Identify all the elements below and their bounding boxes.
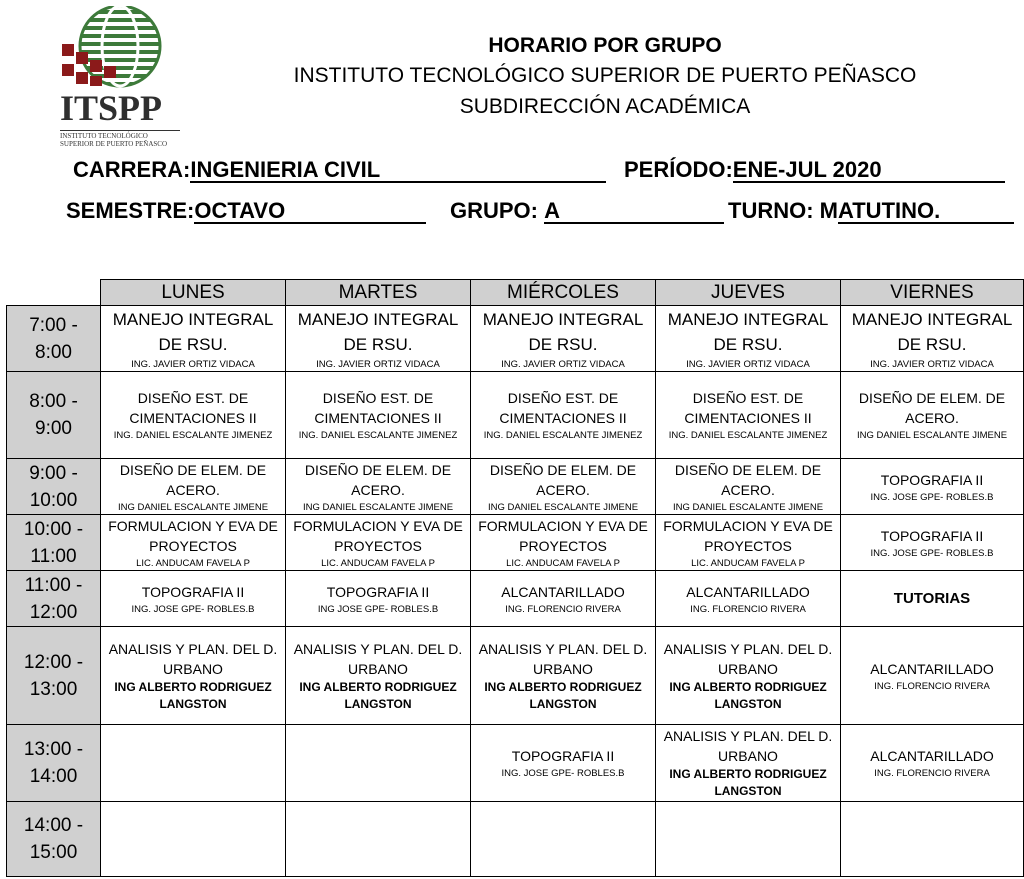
class-cell: [471, 627, 656, 725]
class-cell: [841, 515, 1024, 571]
subject-name: ANALISIS Y PLAN. DEL D.: [293, 640, 463, 657]
turno-value: ATUTINO.: [838, 200, 1014, 224]
time-label: 15:00: [29, 842, 78, 863]
class-cell: [656, 725, 841, 802]
teacher-name: ING. DANIEL ESCALANTE JIMENEZ: [483, 430, 643, 441]
subject-name: DISEÑO DE ELEM. DE: [674, 461, 822, 478]
page-title: HORARIO POR GRUPO: [488, 34, 722, 57]
time-cell: [7, 515, 101, 571]
semestre-label: SEMESTRE:: [66, 198, 195, 223]
subject-name: PROYECTOS: [334, 537, 422, 554]
class-cell: [101, 306, 286, 372]
teacher-name: ING. DANIEL ESCALANTE JIMENEZ: [113, 430, 273, 441]
subject-name: ALCANTARILLADO: [686, 583, 810, 600]
time-cell: [7, 571, 101, 627]
teacher-name: ING. DANIEL ESCALANTE JIMENEZ: [668, 430, 828, 441]
subject-name: DE RSU.: [158, 334, 228, 354]
turno-row: [728, 198, 1014, 224]
schedule-table: [6, 279, 1024, 877]
day-header: MARTES: [286, 280, 471, 306]
teacher-name: LANGSTON: [714, 784, 782, 798]
logo-subtitle: INSTITUTO TECNOLÓGICO SUPERIOR DE PUERTO PEÑASCO: [60, 130, 180, 148]
teacher-name: LIC. ANDUCAM FAVELA P: [691, 557, 805, 569]
semestre-row: [66, 198, 426, 224]
class-cell: [286, 725, 471, 802]
class-cell: [656, 459, 841, 515]
subject-name: DE RSU.: [528, 334, 598, 354]
turno-label: TURNO: M: [728, 198, 838, 223]
teacher-name: ING DANIEL ESCALANTE JIMENE: [856, 430, 1008, 441]
class-cell: [656, 515, 841, 571]
subject-name: MANEJO INTEGRAL: [112, 309, 274, 329]
class-cell: [286, 306, 471, 372]
class-cell: [656, 571, 841, 627]
teacher-name: ING. JOSE GPE- ROBLES.B: [870, 547, 994, 559]
carrera-row: [73, 157, 606, 183]
subject-name: FORMULACION Y EVA DE: [663, 517, 833, 534]
subject-name: ANALISIS Y PLAN. DEL D.: [108, 640, 278, 657]
subject-name: ACERO.: [905, 410, 959, 426]
class-cell: [841, 306, 1024, 372]
time-label: 7:00 -: [29, 314, 78, 336]
subject-name: DISEÑO EST. DE: [137, 390, 249, 406]
time-slot-row: [7, 802, 1024, 877]
subject-name: FORMULACION Y EVA DE: [108, 517, 278, 534]
department-name: SUBDIRECCIÓN ACADÉMICA: [459, 95, 751, 118]
time-label: 13:00: [29, 678, 78, 700]
subject-name: MANEJO INTEGRAL: [851, 309, 1013, 329]
subject-name: MANEJO INTEGRAL: [482, 309, 644, 329]
class-cell: [471, 459, 656, 515]
subject-name: MANEJO INTEGRAL: [667, 309, 829, 329]
subject-name: ACERO.: [721, 481, 775, 498]
time-label: 10:00 -: [23, 518, 84, 540]
subject-name: DISEÑO EST. DE: [692, 390, 804, 406]
time-label: 11:00 -: [24, 574, 83, 596]
day-header: JUEVES: [656, 280, 841, 306]
day-header: LUNES: [101, 280, 286, 306]
time-slot-row: [7, 725, 1024, 802]
teacher-name: ING DANIEL ESCALANTE JIMENE: [487, 501, 639, 513]
day-header: MIÉRCOLES: [471, 280, 656, 306]
subject-name: PROYECTOS: [704, 537, 792, 554]
teacher-name: ING. JOSE GPE- ROBLES.B: [131, 603, 255, 615]
teacher-name: ING. JOSE GPE- ROBLES.B: [501, 768, 625, 779]
subject-name: TOPOGRAFIA II: [326, 583, 430, 600]
class-cell: [471, 725, 656, 802]
corner-cell: [7, 280, 101, 306]
institute-name: INSTITUTO TECNOLÓGICO SUPERIOR DE PUERTO PEÑASCO: [293, 64, 917, 87]
time-slot-row: [7, 372, 1024, 459]
grupo-row: [450, 198, 724, 224]
time-label: 11:00: [30, 545, 77, 567]
teacher-name: ING ALBERTO RODRIGUEZ: [114, 679, 272, 694]
teacher-name: ING. FLORENCIO RIVERA: [690, 603, 806, 615]
class-cell: [101, 725, 286, 802]
subject-name: DE RSU.: [713, 334, 783, 354]
teacher-name: ING DANIEL ESCALANTE JIMENE: [672, 501, 824, 513]
subject-name: TOPOGRAFIA II: [880, 471, 984, 488]
time-label: 13:00 -: [23, 739, 84, 760]
grupo-label: GRUPO:: [450, 198, 538, 223]
subject-name: PROYECTOS: [149, 537, 237, 554]
class-cell: [841, 725, 1024, 802]
class-cell: [656, 802, 841, 877]
class-cell: [841, 802, 1024, 877]
class-cell: [286, 802, 471, 877]
subject-name: DISEÑO DE ELEM. DE: [489, 461, 637, 478]
class-cell: [841, 459, 1024, 515]
class-cell: [656, 306, 841, 372]
carrera-label: CARRERA:: [73, 157, 191, 182]
class-cell: [101, 802, 286, 877]
subject-name: CIMENTACIONES II: [129, 410, 257, 426]
teacher-name: LIC. ANDUCAM FAVELA P: [506, 557, 620, 569]
time-cell: [7, 459, 101, 515]
teacher-name: ING. JOSE GPE- ROBLES.B: [870, 491, 994, 503]
tutoria-label: TUTORIAS: [893, 590, 971, 607]
subject-name: ALCANTARILLADO: [870, 660, 994, 677]
class-cell: [286, 459, 471, 515]
day-header: VIERNES: [841, 280, 1024, 306]
subject-name: URBANO: [533, 660, 593, 677]
teacher-name: LIC. ANDUCAM FAVELA P: [321, 557, 435, 569]
teacher-name: ING. JAVIER ORTIZ VIDACA: [131, 358, 255, 370]
time-cell: [7, 725, 101, 802]
class-cell: [471, 802, 656, 877]
teacher-name: ING ALBERTO RODRIGUEZ: [299, 679, 457, 694]
subject-name: TOPOGRAFIA II: [880, 527, 984, 544]
subject-name: FORMULACION Y EVA DE: [293, 517, 463, 534]
subject-name: CIMENTACIONES II: [499, 410, 627, 426]
time-label: 8:00: [35, 341, 72, 363]
periodo-row: [624, 157, 1005, 183]
time-cell: [7, 627, 101, 725]
teacher-name: ING DANIEL ESCALANTE JIMENE: [302, 501, 454, 513]
time-label: 9:00: [35, 418, 72, 439]
subject-name: DISEÑO DE ELEM. DE: [304, 461, 452, 478]
subject-name: DE RSU.: [897, 334, 967, 354]
teacher-name: ING. FLORENCIO RIVERA: [874, 768, 990, 779]
subject-name: ACERO.: [166, 481, 220, 498]
subject-name: URBANO: [718, 660, 778, 677]
subject-name: ANALISIS Y PLAN. DEL D.: [478, 640, 648, 657]
subject-name: URBANO: [348, 660, 408, 677]
carrera-value: INGENIERIA CIVIL: [190, 159, 606, 183]
teacher-name: LIC. ANDUCAM FAVELA P: [136, 557, 250, 569]
time-slot-row: [7, 306, 1024, 372]
teacher-name: LANGSTON: [714, 696, 782, 711]
class-cell: [101, 372, 286, 459]
teacher-name: ING. JAVIER ORTIZ VIDACA: [316, 358, 440, 370]
subject-name: DISEÑO EST. DE: [322, 390, 434, 406]
time-slot-row: [7, 627, 1024, 725]
subject-name: CIMENTACIONES II: [684, 410, 812, 426]
class-cell: [286, 571, 471, 627]
time-label: 14:00 -: [23, 815, 84, 836]
class-cell: [101, 459, 286, 515]
time-label: 10:00: [29, 489, 78, 511]
class-cell: [471, 515, 656, 571]
grupo-value: A: [544, 200, 724, 224]
teacher-name: ING. FLORENCIO RIVERA: [874, 680, 990, 692]
class-cell: [286, 372, 471, 459]
teacher-name: LANGSTON: [529, 696, 597, 711]
subject-name: TOPOGRAFIA II: [511, 748, 615, 764]
time-label: 14:00: [29, 766, 78, 787]
time-cell: [7, 306, 101, 372]
class-cell: [101, 627, 286, 725]
subject-name: URBANO: [718, 748, 778, 764]
time-cell: [7, 802, 101, 877]
class-cell: [841, 372, 1024, 459]
teacher-name: LANGSTON: [159, 696, 227, 711]
teacher-name: ING. JAVIER ORTIZ VIDACA: [870, 358, 994, 370]
periodo-value: ENE-JUL 2020: [733, 159, 1005, 183]
teacher-name: ING. JAVIER ORTIZ VIDACA: [686, 358, 810, 370]
class-cell: [286, 627, 471, 725]
subject-name: MANEJO INTEGRAL: [297, 309, 459, 329]
subject-name: FORMULACION Y EVA DE: [478, 517, 648, 534]
teacher-name: ING. DANIEL ESCALANTE JIMENEZ: [298, 430, 458, 441]
subject-name: ALCANTARILLADO: [870, 748, 994, 764]
teacher-name: ING DANIEL ESCALANTE JIMENE: [117, 501, 269, 513]
day-header-row: [7, 280, 1024, 306]
subject-name: DISEÑO DE ELEM. DE: [119, 461, 267, 478]
class-cell: [471, 306, 656, 372]
time-cell: [7, 372, 101, 459]
time-label: 12:00: [29, 601, 78, 623]
class-cell: [471, 372, 656, 459]
subject-name: DISEÑO DE ELEM. DE: [858, 390, 1006, 406]
teacher-name: LANGSTON: [344, 696, 412, 711]
semestre-value: OCTAVO: [194, 200, 426, 224]
subject-name: DE RSU.: [343, 334, 413, 354]
class-cell: [101, 571, 286, 627]
subject-name: PROYECTOS: [519, 537, 607, 554]
time-label: 9:00 -: [29, 462, 78, 484]
subject-name: ALCANTARILLADO: [501, 583, 625, 600]
time-label: 12:00 -: [23, 651, 84, 673]
time-slot-row: [7, 515, 1024, 571]
class-cell: [286, 515, 471, 571]
class-cell: [471, 571, 656, 627]
time-slot-row: [7, 459, 1024, 515]
class-cell: [841, 571, 1024, 627]
teacher-name: ING. FLORENCIO RIVERA: [505, 603, 621, 615]
logo-text: ITSPP: [60, 88, 163, 128]
subject-name: CIMENTACIONES II: [314, 410, 442, 426]
subject-name: ANALISIS Y PLAN. DEL D.: [663, 640, 833, 657]
time-slot-row: [7, 571, 1024, 627]
class-cell: [656, 627, 841, 725]
teacher-name: ING ALBERTO RODRIGUEZ: [669, 679, 827, 694]
teacher-name: ING. JAVIER ORTIZ VIDACA: [501, 358, 625, 370]
subject-name: ACERO.: [536, 481, 590, 498]
class-cell: [841, 627, 1024, 725]
subject-name: TOPOGRAFIA II: [141, 583, 245, 600]
teacher-name: ING JOSE GPE- ROBLES.B: [317, 603, 439, 615]
class-cell: [656, 372, 841, 459]
periodo-label: PERÍODO:: [624, 157, 733, 182]
subject-name: ANALISIS Y PLAN. DEL D.: [663, 728, 833, 744]
subject-name: URBANO: [163, 660, 223, 677]
subject-name: DISEÑO EST. DE: [507, 390, 619, 406]
subject-name: ACERO.: [351, 481, 405, 498]
teacher-name: ING ALBERTO RODRIGUEZ: [484, 679, 642, 694]
time-label: 8:00 -: [29, 391, 78, 412]
class-cell: [101, 515, 286, 571]
teacher-name: ING ALBERTO RODRIGUEZ: [669, 767, 827, 781]
